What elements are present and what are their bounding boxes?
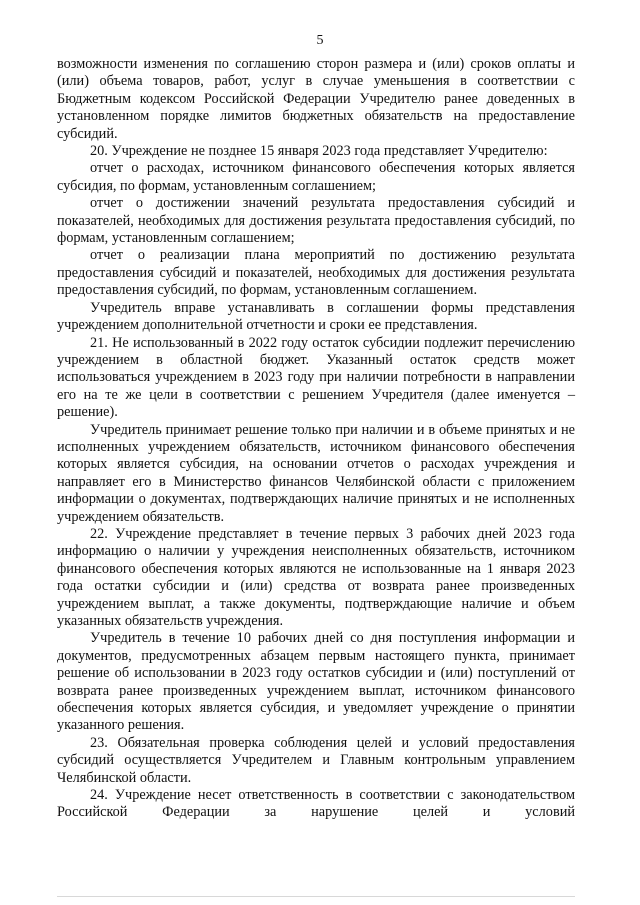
paragraph-founder-10-days: Учредитель в течение 10 рабочих дней со дня поступления информации и документов, предусмотренных абзацем первым настоящего пункта, принимает решение об использовании в 2023 году остатков субсидии и (или) поступлений от возврата ранее произведенных учреждением выплат, источником финансового обеспечения которых является субсидия, и уведомляет учреждение о принятии указанного решения. <box>57 630 575 734</box>
paragraph-additional-reporting: Учредитель вправе устанавливать в соглашении формы представления учреждением дополнительной отчетности и сроки ее представления. <box>57 299 575 334</box>
paragraph-report-expenses: отчет о расходах, источником финансового обеспечения которых является субсидия, по формам, установленным соглашением; <box>57 160 575 194</box>
paragraph-item-23: 23. Обязательная проверка соблюдения целей и условий предоставления субсидий осуществляется Учредителем и Главным контрольным управлением Челябинской области. <box>57 734 575 786</box>
document-body <box>57 56 575 822</box>
paragraph-continuation: возможности изменения по соглашению сторон размера и (или) сроков оплаты и (или) объема товаров, работ, услуг в случае уменьшения в соответствии с Бюджетным кодексом Российской Федерации Учредителю ранее доведенных в установленном порядке лимитов бюджетных обязательств на предоставление субсидий. <box>57 56 575 142</box>
paragraph-report-plan: отчет о реализации плана мероприятий по достижению результата предоставления субсидий и показателей, необходимых для достижения результата предоставления субсидий, по формам, установленным соглашением. <box>57 247 575 299</box>
paragraph-item-21: 21. Не использованный в 2022 году остаток субсидии подлежит перечислению учреждением в областной бюджет. Указанный остаток средств может использоваться учреждением в 2023 году при наличии потребности в направлении его на те же цели в соответствии с решением Учредителя (далее именуется – решение). <box>57 334 575 421</box>
paragraph-item-20: 20. Учреждение не позднее 15 января 2023 года представляет Учредителю: <box>90 143 548 160</box>
page-number: 5 <box>316 33 324 48</box>
paragraph-item-22: 22. Учреждение представляет в течение первых 3 рабочих дней 2023 года информацию о наличии у учреждения неисполненных обязательств, источником финансового обеспечения которых являются не использованные на 1 января 2023 года остатки субсидии и (или) средства от возврата ранее произведенных учреждением выплат, а также документы, подтверждающие наличие и объем указанных обязательств учреждения. <box>57 525 575 629</box>
paragraph-report-results: отчет о достижении значений результата предоставления субсидий и показателей, необходимых для достижения результата предоставления субсидий, по формам, установленным соглашением; <box>57 195 575 247</box>
paragraph-founder-decision: Учредитель принимает решение только при наличии и в объеме принятых и не исполненных учреждением обязательств, источником финансового обеспечения которых является субсидия, на основании отчетов о расходах учреждения и направляет его в Министерство финансов Челябинской области с приложением информации о документах, подтверждающих наличие принятых и не исполненных учреждением обязательств. <box>57 421 575 525</box>
paragraph-item-24: 24. Учреждение несет ответственность в соответствии с законодательством Российской Федерации за нарушение целей и условий <box>57 787 575 821</box>
page-bottom-edge <box>57 896 575 897</box>
